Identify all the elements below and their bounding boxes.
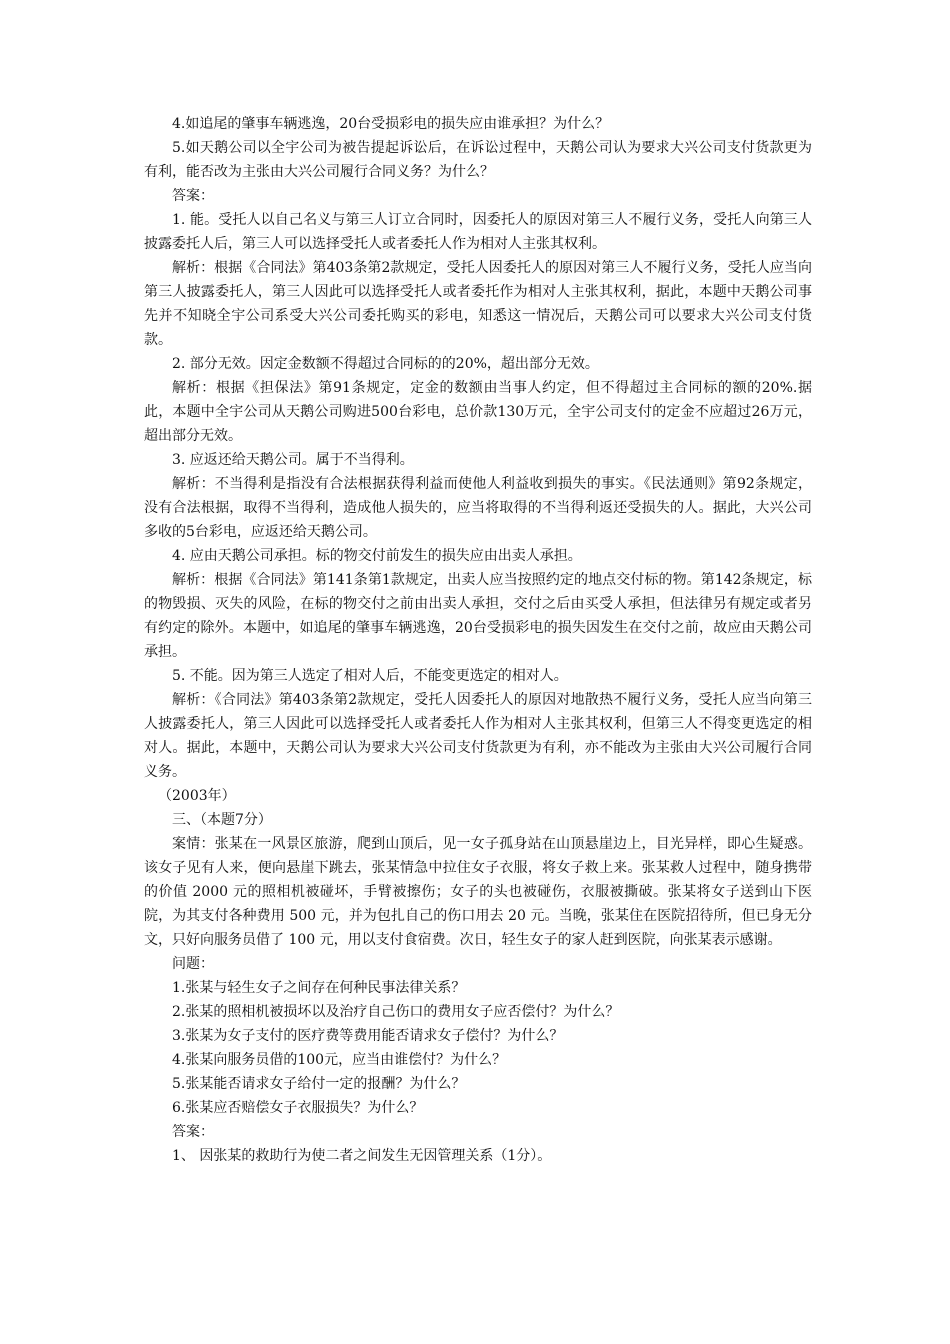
year-label: （2003年） bbox=[158, 788, 236, 804]
case-description: 案情：张某在一风景区旅游，爬到山顶后，见一女子孤身站在山顶悬崖边上，目光异样，即心生疑惑。该女子见有人来，便向悬崖下跳去，张某情急中拉住女子衣服，将女子救上来。张某救人过程中，随身携带的价值 2000 元的照相机被碰坏，手臂被擦伤；女子的头也被碰伤，衣服被撕破。张某将女子送到山下医院，为其支付各种费用 500 元，并为包扎自己的伤口用去 20 元。当晚，张某住在医院招待所，但已身无分文，只好向服务员借了 100 元，用以支付食宿费。次日，轻生女子的家人赶到医院，向张某表示感谢。 bbox=[144, 836, 812, 948]
answer-1: 1. 能。受托人以自己名义与第三人订立合同时，因委托人的原因对第三人不履行义务，受托人向第三人披露委托人后，第三人可以选择受托人或者委托人作为相对人主张其权利。 bbox=[144, 212, 812, 252]
analysis-4: 解析：根据《合同法》第141条第1款规定，出卖人应当按照约定的地点交付标的物。第142条规定，标的物毁损、灭失的风险，在标的物交付之前由出卖人承担，交付之后由买受人承担，但法律另有规定或者另有约定的除外。本题中，如追尾的肇事车辆逃逸，20台受损彩电的损失因发生在交付之前，故应由天鹅公司承担。 bbox=[144, 572, 812, 660]
answer-4: 4. 应由天鹅公司承担。标的物交付前发生的损失应由出卖人承担。 bbox=[172, 548, 582, 564]
case-question-3: 3.张某为女子支付的医疗费等费用能否请求女子偿付？为什么？ bbox=[172, 1028, 564, 1044]
answer-2: 2. 部分无效。因定金数额不得超过合同标的的20%，超出部分无效。 bbox=[172, 356, 599, 372]
answer-3: 3. 应返还给天鹅公司。属于不当得利。 bbox=[172, 452, 414, 468]
case-answer-1: 1、 因张某的救助行为使二者之间发生无因管理关系（1分）。 bbox=[172, 1148, 552, 1164]
analysis-2: 解析：根据《担保法》第91条规定，定金的数额由当事人约定，但不得超过主合同标的额的20%.据此，本题中全宇公司从天鹅公司购进500台彩电，总价款130万元，全宇公司支付的定金不应超过26万元，超出部分无效。 bbox=[144, 380, 812, 444]
questions-heading: 问题： bbox=[172, 956, 214, 972]
answer-heading: 答案： bbox=[172, 188, 214, 204]
case-question-6: 6.张某应否赔偿女子衣服损失？为什么？ bbox=[172, 1100, 424, 1116]
case-question-5: 5.张某能否请求女子给付一定的报酬？为什么？ bbox=[172, 1076, 466, 1092]
case-question-1: 1.张某与轻生女子之间存在何种民事法律关系？ bbox=[172, 980, 466, 996]
section-heading: 三、（本题7分） bbox=[172, 812, 272, 828]
document-page bbox=[144, 112, 812, 1168]
question-4: 4.如追尾的肇事车辆逃逸，20台受损彩电的损失应由谁承担？为什么？ bbox=[172, 116, 610, 132]
analysis-5: 解析：《合同法》第403条第2款规定，受托人因委托人的原因对地散热不履行义务，受托人应当向第三人披露委托人，第三人因此可以选择受托人或者委托人作为相对人主张其权利，但第三人不得变更选定的相对人。据此，本题中，天鹅公司认为要求大兴公司支付货款更为有利，亦不能改为主张由大兴公司履行合同义务。 bbox=[144, 692, 812, 780]
case-question-4: 4.张某向服务员借的100元，应当由谁偿付？为什么？ bbox=[172, 1052, 507, 1068]
case-answer-heading: 答案： bbox=[172, 1124, 214, 1140]
analysis-3: 解析：不当得利是指没有合法根据获得利益而使他人利益收到损失的事实。《民法通则》第92条规定，没有合法根据，取得不当得利，造成他人损失的，应当将取得的不当得利返还受损失的人。据此，大兴公司多收的5台彩电，应返还给天鹅公司。 bbox=[144, 476, 812, 540]
analysis-1: 解析：根据《合同法》第403条第2款规定，受托人因委托人的原因对第三人不履行义务，受托人应当向第三人披露委托人，第三人因此可以选择受托人或者委托作为相对人主张其权利，据此，本题中天鹅公司事先并不知晓全宇公司系受大兴公司委托购买的彩电，知悉这一情况后，天鹅公司可以要求大兴公司支付货款。 bbox=[144, 260, 812, 348]
question-5: 5.如天鹅公司以全宇公司为被告提起诉讼后，在诉讼过程中，天鹅公司认为要求大兴公司支付货款更为有利，能否改为主张由大兴公司履行合同义务？为什么？ bbox=[144, 140, 812, 180]
answer-5: 5. 不能。因为第三人选定了相对人后，不能变更选定的相对人。 bbox=[172, 668, 568, 684]
case-question-2: 2.张某的照相机被损坏以及治疗自己伤口的费用女子应否偿付？为什么？ bbox=[172, 1004, 620, 1020]
